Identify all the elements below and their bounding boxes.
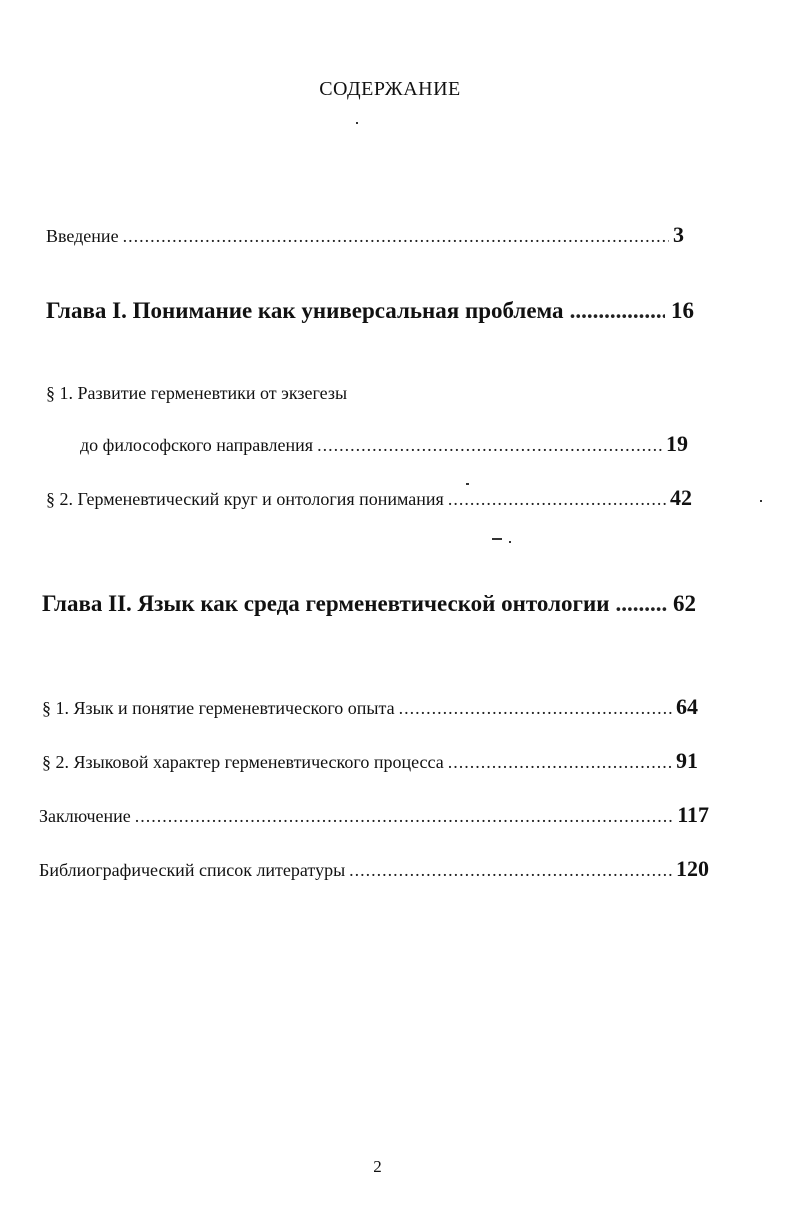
scan-speck <box>509 541 511 543</box>
toc-page-number: 62 <box>673 591 696 616</box>
toc-entry-label: Глава I. Понимание как универсальная проблема <box>46 298 564 323</box>
toc-entry-conclusion[interactable] <box>39 802 709 828</box>
toc-entry-ch1-s2[interactable] <box>46 485 692 511</box>
dot-leader <box>349 860 672 881</box>
toc-entry-chapter-2[interactable] <box>42 591 696 617</box>
toc-entry-chapter-1[interactable] <box>46 298 694 324</box>
scan-speck <box>760 500 762 502</box>
toc-entry-bibliography[interactable] <box>39 856 709 882</box>
toc-entry-label: § 2. Языковой характер герменевтического процесса <box>42 752 444 772</box>
dot-leader <box>448 752 672 773</box>
toc-page-number: 16 <box>671 298 694 323</box>
page-title: СОДЕРЖАНИЕ <box>319 78 461 100</box>
dot-leader <box>570 298 665 324</box>
page-number: 2 <box>373 1157 382 1176</box>
toc-page-number: 64 <box>676 694 698 719</box>
dot-leader <box>123 226 669 247</box>
toc-page-number: 19 <box>666 431 688 456</box>
toc-entry-label: § 2. Герменевтический круг и онтология понимания <box>46 489 444 509</box>
toc-entry-label: Введение <box>46 226 119 246</box>
scan-speck <box>356 122 358 124</box>
toc-entry-ch2-s2[interactable] <box>42 748 698 774</box>
toc-entry-ch1-s1[interactable] <box>80 431 688 457</box>
toc-entry-intro[interactable] <box>46 222 684 248</box>
dot-leader <box>448 489 666 510</box>
toc-entry-label: Глава II. Язык как среда герменевтической онтологии <box>42 591 610 616</box>
dot-leader <box>317 435 662 456</box>
toc-entry-label: Библиографический список литературы <box>39 860 346 880</box>
toc-entry-label: § 1. Язык и понятие герменевтического опыта <box>42 698 395 718</box>
toc-page-number: 117 <box>677 802 709 827</box>
dot-leader <box>135 806 673 827</box>
toc-entry-label: до философского направления <box>80 435 314 455</box>
toc-page-number: 120 <box>676 856 709 881</box>
toc-page-number: 91 <box>676 748 698 773</box>
scan-speck <box>492 538 502 540</box>
dot-leader <box>399 698 672 719</box>
dot-leader <box>615 591 667 617</box>
toc-page-number: 42 <box>670 485 692 510</box>
toc-entry-ch1-s1-line1: § 1. Развитие герменевтики от экзегезы <box>46 383 348 403</box>
toc-entry-label: Заключение <box>39 806 131 826</box>
toc-page-number: 3 <box>673 222 684 247</box>
toc-entry-ch2-s1[interactable] <box>42 694 698 720</box>
